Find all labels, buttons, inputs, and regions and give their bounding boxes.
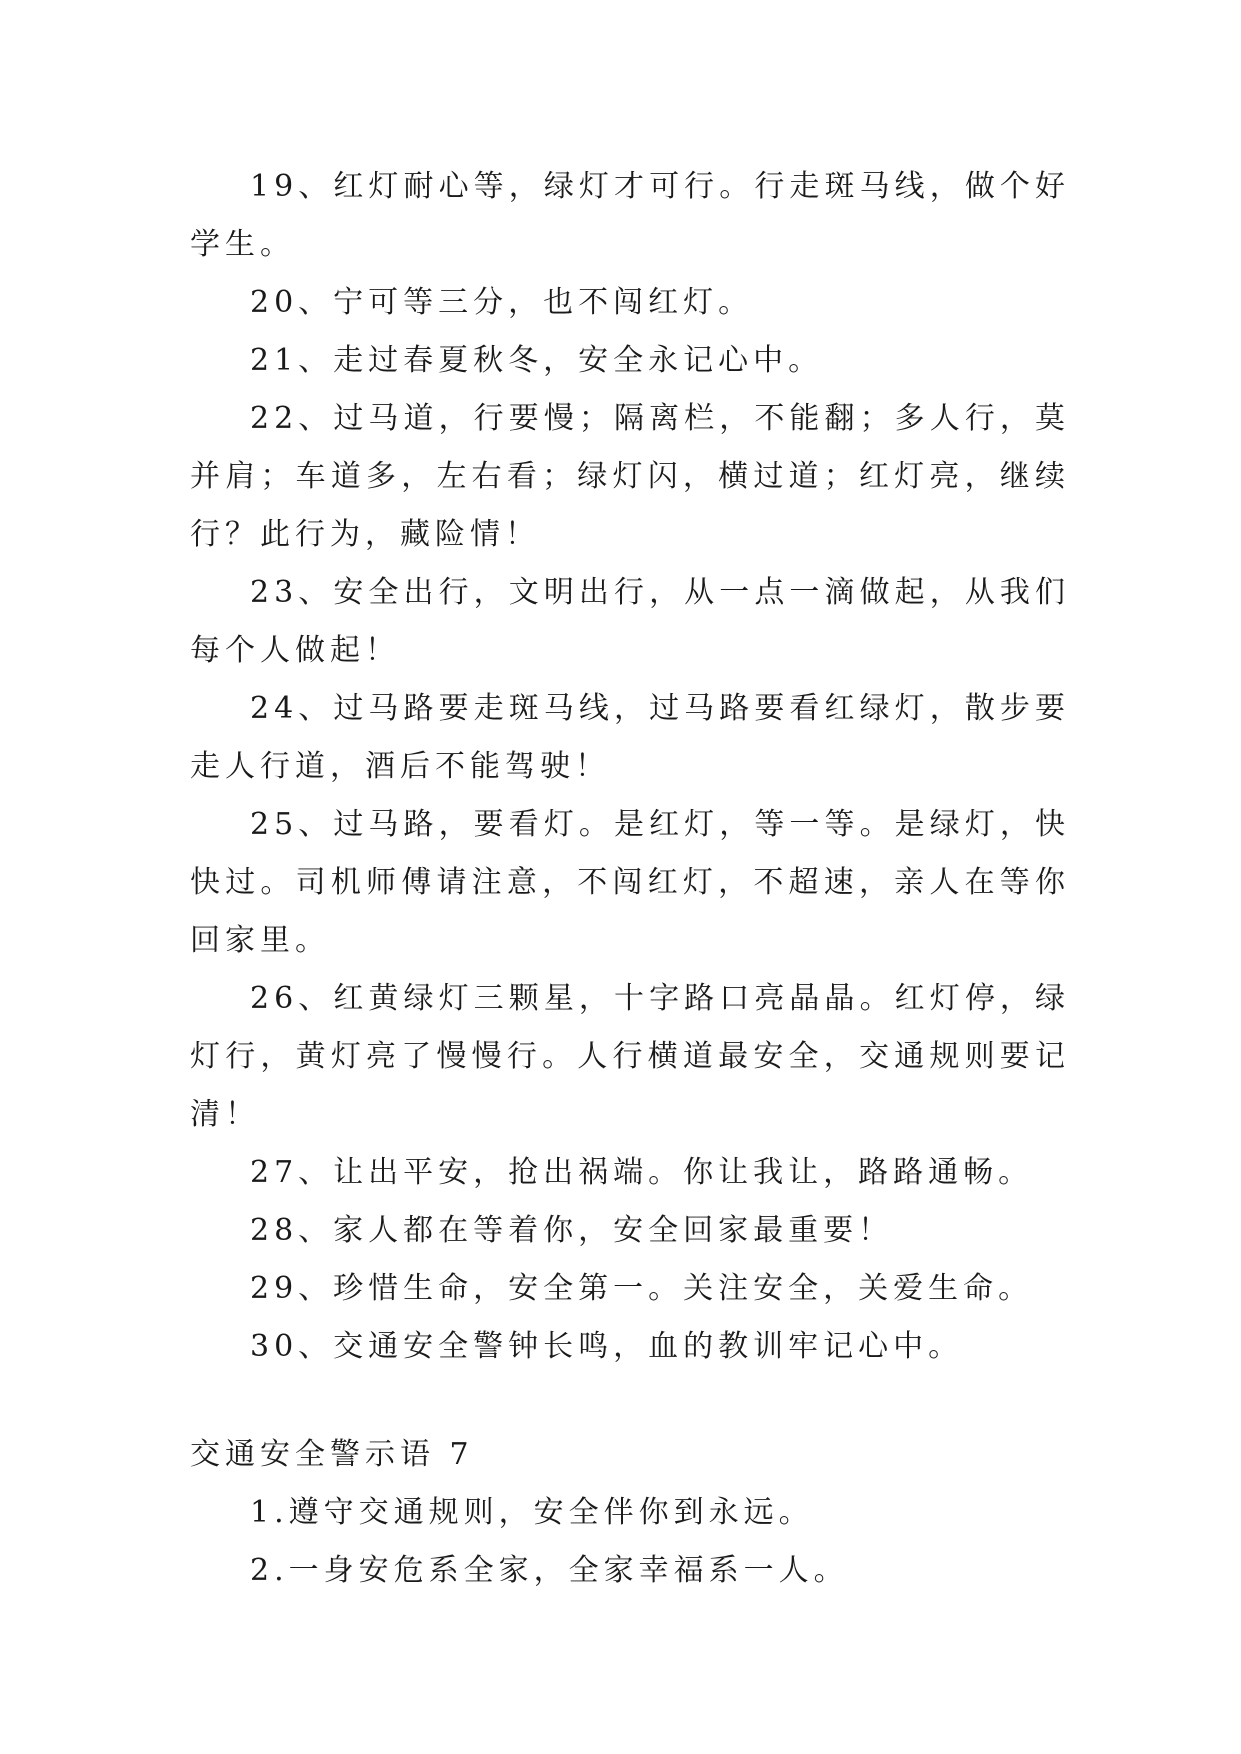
list-item: 25、过马路，要看灯。是红灯，等一等。是绿灯，快快过。司机师傅请注意，不闯红灯，不超速，亲人在等你回家里。	[190, 807, 1070, 958]
list-item: 19、红灯耐心等，绿灯才可行。行走斑马线，做个好学生。	[190, 169, 1070, 262]
list-item: 20、宁可等三分，也不闯红灯。	[250, 285, 754, 320]
list-item: 21、走过春夏秋冬，安全永记心中。	[250, 343, 824, 378]
list-item: 23、安全出行，文明出行，从一点一滴做起，从我们每个人做起！	[190, 575, 1070, 668]
section-heading: 交通安全警示语 7	[190, 1437, 474, 1472]
list-item: 24、过马路要走斑马线，过马路要看红绿灯，散步要走人行道，酒后不能驾驶！	[190, 691, 1070, 784]
list-item: 22、过马道，行要慢；隔离栏，不能翻；多人行，莫并肩；车道多，左右看；绿灯闪，横过道；红灯亮，继续行？此行为，藏险情！	[190, 401, 1070, 552]
list-item: 28、家人都在等着你，安全回家最重要！	[250, 1213, 894, 1248]
list-item: 26、红黄绿灯三颗星，十字路口亮晶晶。红灯停，绿灯行，黄灯亮了慢慢行。人行横道最安全，交通规则要记清！	[190, 981, 1070, 1132]
list-item: 27、让出平安，抢出祸端。你让我让，路路通畅。	[250, 1155, 1034, 1190]
list-item: 30、交通安全警钟长鸣，血的教训牢记心中。	[250, 1329, 964, 1364]
document-body	[190, 158, 1070, 1600]
list-item: 2.一身安危系全家，全家幸福系一人。	[250, 1553, 849, 1588]
list-item: 1.遵守交通规则，安全伴你到永远。	[250, 1495, 814, 1530]
list-item: 29、珍惜生命，安全第一。关注安全，关爱生命。	[250, 1271, 1034, 1306]
